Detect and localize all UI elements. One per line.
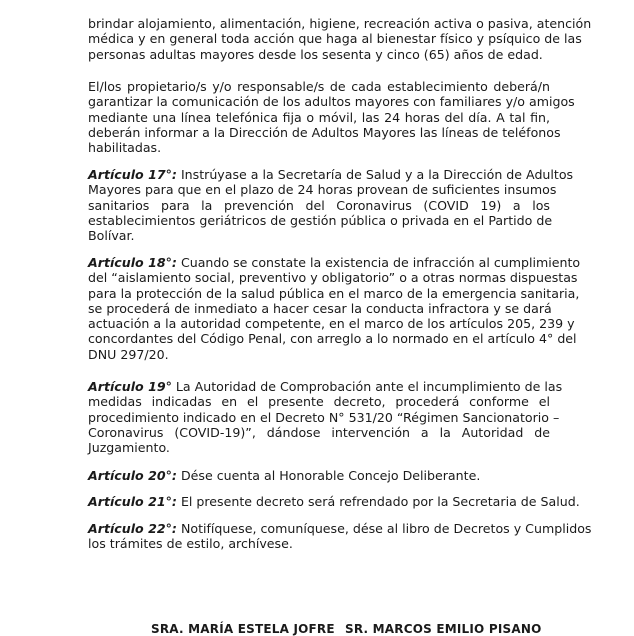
signature-left: SRA. MARÍA ESTELA JOFRE: [151, 622, 335, 636]
article-17: [88, 167, 574, 244]
text-line: El presente decreto será refrendado por la Secretaria de Salud.: [176, 494, 580, 509]
article-heading: Artículo 19°: [88, 379, 172, 394]
text-line: personas adultas mayores desde los sesenta y cinco (65) años de edad.: [88, 46, 543, 62]
article-21: [88, 494, 580, 509]
text-line: sanitarios para la prevención del Coronavirus (COVID 19) a los: [88, 197, 550, 213]
article-heading: Artículo 18°:: [88, 255, 177, 270]
text-line: Juzgamiento.: [88, 440, 170, 456]
text-line: del “aislamiento social, preventivo y obligatorio” o a otras normas dispuestas: [88, 270, 578, 286]
article-heading: Artículo 22°:: [88, 521, 177, 536]
article-20: [88, 468, 550, 483]
article-heading: Artículo 20°:: [88, 468, 177, 483]
text-line: habilitadas.: [88, 140, 162, 156]
text-line: los trámites de estilo, archívese.: [88, 536, 293, 552]
text-line: Dése cuenta al Honorable Concejo Deliberante.: [176, 468, 481, 483]
text-line: mediante una línea telefónica fija o móvil, las 24 horas del día. A tal fin,: [88, 109, 550, 125]
text-line: Mayores para que en el plazo de 24 horas provean de suficientes insumos: [88, 182, 557, 198]
text-line: deberán informar a la Dirección de Adultos Mayores las líneas de teléfonos: [88, 124, 561, 140]
text-line: establecimientos geriátricos de gestión pública o privada en el Partido de: [88, 212, 553, 228]
text-line: Coronavirus (COVID-19)”, dándose intervención a la Autoridad de: [88, 424, 550, 440]
signature-right: SR. MARCOS EMILIO PISANO: [345, 622, 542, 636]
text-line: Bolívar.: [88, 228, 135, 244]
text-line: Notifíquese, comuníquese, dése al libro de Decretos y Cumplidos: [176, 521, 592, 536]
text-line: médica y en general toda acción que haga al bienestar físico y psíquico de las: [88, 31, 582, 47]
text-line: Instrúyase a la Secretaría de Salud y a la Dirección de Adultos: [176, 167, 574, 182]
text-line: se procederá de inmediato a hacer cesar la conducta infractora y se dará: [88, 300, 552, 316]
text-line: concordantes del Código Penal, con arreglo a lo normado en el artículo 4° del: [88, 331, 577, 347]
paragraph-intro-continuation: [88, 16, 592, 62]
paragraph-phone-communication: [88, 79, 575, 156]
text-line: El/los propietario/s y/o responsable/s de cada establecimiento deberá/n: [88, 79, 550, 94]
text-line: La Autoridad de Comprobación ante el incumplimiento de las: [171, 379, 563, 394]
text-line: DNU 297/20.: [88, 346, 169, 362]
article-22: [88, 521, 592, 552]
text-line: medidas indicadas en el presente decreto, procederá conforme el: [88, 394, 550, 410]
text-line: Cuando se constate la existencia de infracción al cumplimiento: [176, 255, 581, 270]
text-line: para la protección de la salud pública en el marco de la emergencia sanitaria,: [88, 285, 580, 301]
text-line: garantizar la comunicación de los adultos mayores con familiares y/o amigos: [88, 94, 575, 110]
text-line: brindar alojamiento, alimentación, higiene, recreación activa o pasiva, atención: [88, 16, 592, 31]
article-heading: Artículo 17°:: [88, 167, 177, 182]
article-18: [88, 255, 581, 362]
text-line: procedimiento indicado en el Decreto N° 531/20 “Régimen Sancionatorio –: [88, 409, 560, 425]
article-19: [88, 379, 563, 456]
text-line: actuación a la autoridad competente, en el marco de los artículos 205, 239 y: [88, 316, 575, 332]
article-heading: Artículo 21°:: [88, 494, 177, 509]
